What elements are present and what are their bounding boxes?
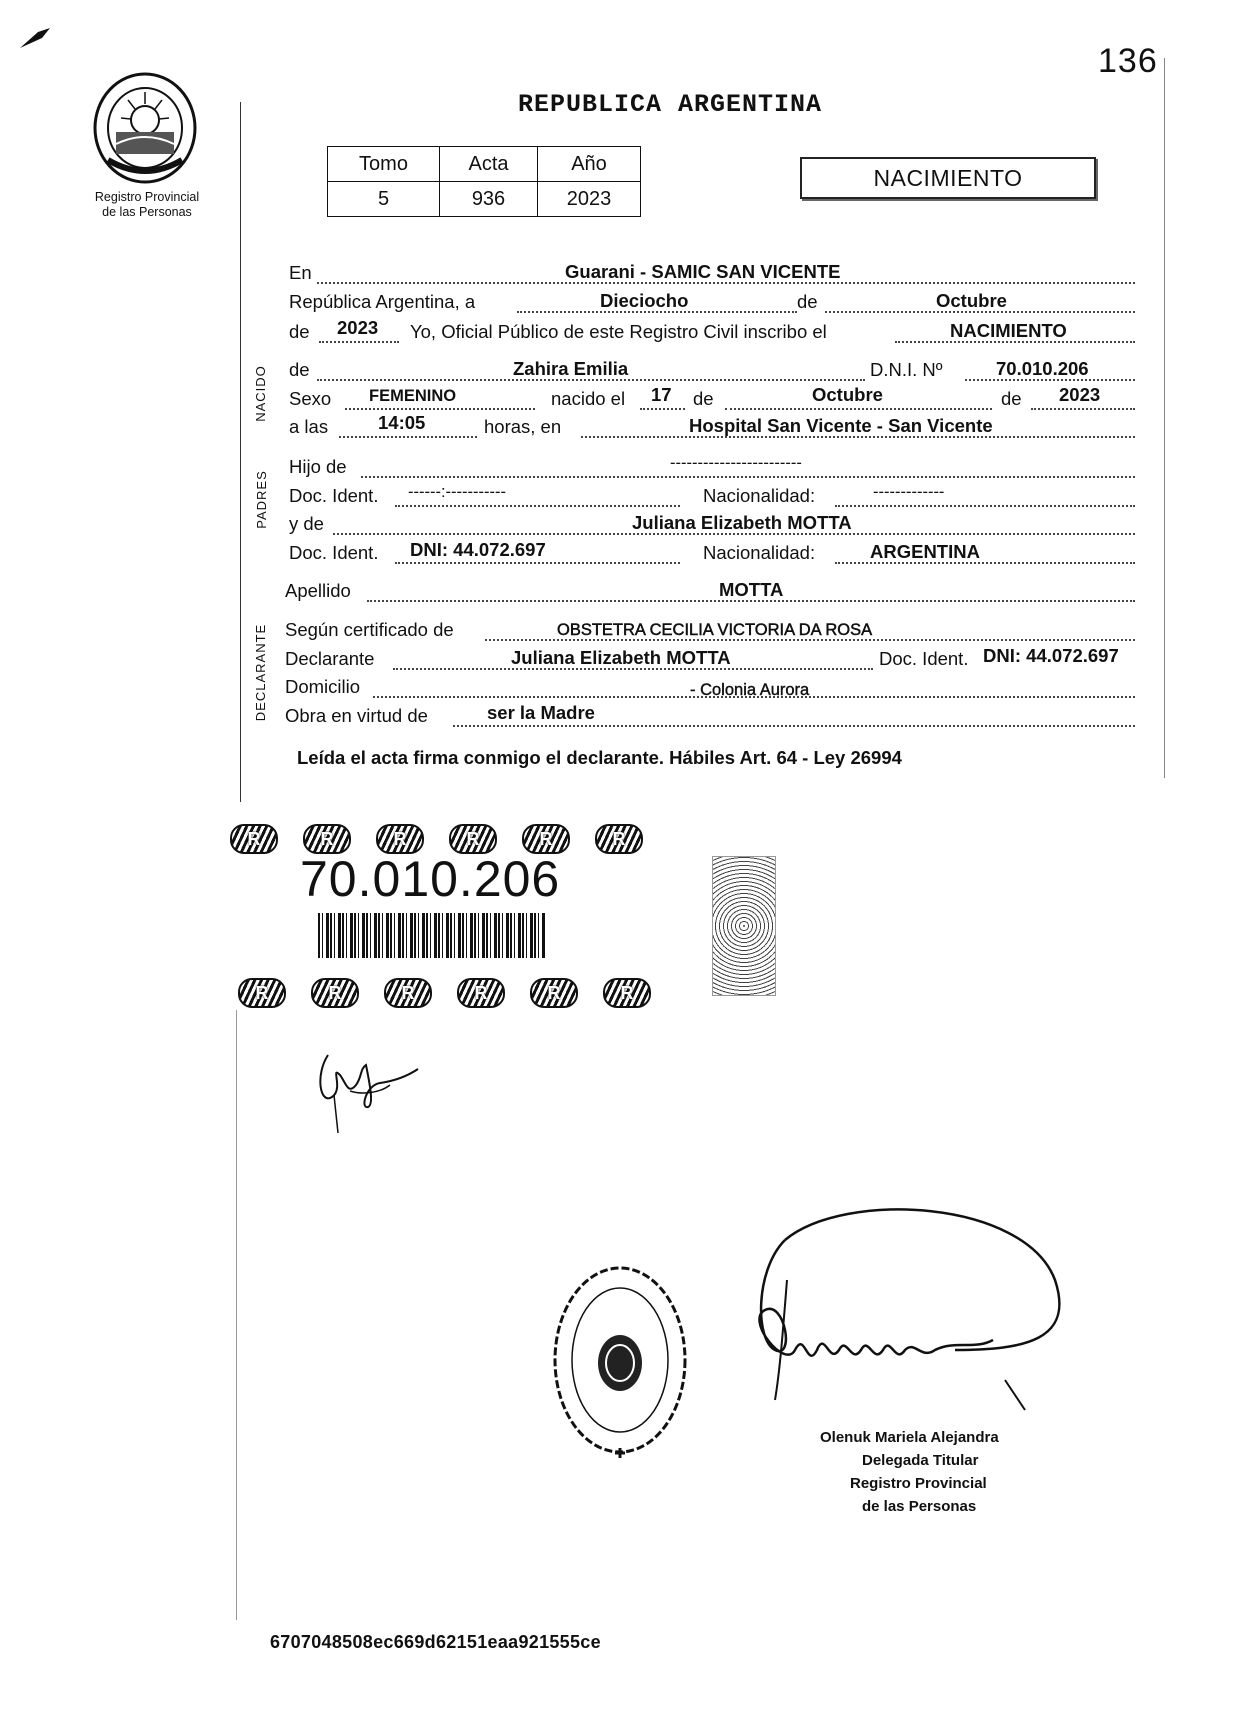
barcode [318, 913, 546, 958]
address: - Colonia Aurora [690, 681, 810, 699]
nacido-section-label: NACIDO [252, 365, 268, 422]
registration-day: Dieciocho [600, 290, 689, 311]
dotted-fill [395, 505, 680, 507]
birth-day: 17 [651, 384, 672, 405]
declarant-name: Juliana Elizabeth MOTTA [511, 647, 731, 668]
security-strip-bottom [238, 978, 678, 1010]
security-seal-icon [712, 856, 776, 996]
line-name [285, 356, 1140, 384]
nacido-label: nacido el [551, 388, 626, 409]
dotted-fill [345, 408, 535, 410]
declarant-doc-label: Doc. Ident. [879, 648, 969, 669]
dotted-fill [835, 505, 1135, 507]
anio-header: Año [538, 147, 641, 182]
dni-large-number: 70.010.206 [300, 851, 561, 907]
reference-table [327, 146, 641, 217]
page-number: 136 [1098, 42, 1158, 80]
closing-statement: Leída el acta firma conmigo el declarante. Hábiles Art. 64 - Ley 26994 [297, 747, 902, 768]
dotted-fill [395, 562, 680, 564]
oficial-text: Yo, Oficial Público de este Registro Civil inscribo el [410, 321, 827, 342]
declarant-signature [310, 1035, 430, 1135]
child-name: Zahira Emilia [513, 358, 629, 379]
country-title: REPUBLICA ARGENTINA [518, 90, 823, 119]
hijo-label: Hijo de [289, 456, 347, 477]
surname: MOTTA [719, 579, 784, 600]
birth-place: Hospital San Vicente - San Vicente [689, 415, 993, 436]
doc-ident-label: Doc. Ident. [289, 542, 379, 563]
registration-month: Octubre [936, 290, 1007, 311]
line-sex-birthdate [285, 385, 1140, 413]
a-las-label: a las [289, 416, 329, 437]
official-office-line-2: de las Personas [862, 1498, 977, 1515]
declarant-doc: DNI: 44.072.697 [983, 645, 1119, 666]
registro-mark-icon: R [303, 824, 351, 854]
child-sex: FEMENINO [369, 387, 457, 405]
left-margin-rule-lower [236, 1010, 237, 1620]
registro-mark-icon: R [449, 824, 497, 854]
nacionalidad-label: Nacionalidad: [703, 542, 816, 563]
de-label: de [289, 359, 310, 380]
registro-mark-icon: R [603, 978, 651, 1008]
mother-name: Juliana Elizabeth MOTTA [632, 512, 852, 533]
hospital-seal-icon [545, 1255, 695, 1470]
official-signature-block [820, 1426, 999, 1518]
registro-mark-icon: R [530, 978, 578, 1008]
emblem-caption-line-2: de las Personas [102, 205, 192, 219]
sexo-label: Sexo [289, 388, 332, 409]
de-label: de [797, 291, 818, 312]
line-father [285, 453, 1140, 481]
event-type: NACIMIENTO [950, 320, 1067, 341]
line-relation [285, 702, 1140, 730]
line-mother [285, 510, 1140, 538]
registro-mark-icon: R [457, 978, 505, 1008]
document-hash: 6707048508ec669d62151eaa921555ce [270, 1632, 601, 1652]
line-surname [285, 577, 1140, 605]
relation: ser la Madre [487, 702, 595, 723]
anio-value: 2023 [538, 182, 641, 217]
dni-label: D.N.I. Nº [870, 359, 943, 380]
line-father-doc [285, 482, 1140, 510]
de-label: de [1001, 388, 1022, 409]
dotted-fill [1031, 408, 1135, 410]
dotted-fill [725, 408, 992, 410]
registry-place: Guarani - SAMIC SAN VICENTE [565, 261, 841, 282]
de-label: de [693, 388, 714, 409]
acta-value: 936 [440, 182, 538, 217]
birth-month: Octubre [812, 384, 883, 405]
y-de-label: y de [289, 513, 324, 534]
certificado-label: Según certificado de [285, 619, 454, 640]
padres-section-label: PADRES [253, 470, 269, 529]
official-office-line-1: Registro Provincial [850, 1475, 987, 1492]
dotted-fill [319, 341, 399, 343]
mother-nationality: ARGENTINA [870, 541, 980, 562]
dotted-fill [339, 436, 477, 438]
doc-ident-label: Doc. Ident. [289, 485, 379, 506]
emblem-caption-line-1: Registro Provincial [94, 190, 200, 204]
dotted-fill [361, 476, 1135, 478]
tomo-value: 5 [328, 182, 440, 217]
line-date [285, 288, 1140, 316]
left-margin-rule [240, 102, 241, 802]
birth-year: 2023 [1059, 384, 1101, 405]
father-doc: ------:----------- [408, 483, 506, 501]
registro-mark-icon: R [238, 978, 286, 1008]
en-label: En [289, 262, 312, 283]
official-role: Delegada Titular [862, 1452, 979, 1469]
republica-label: República Argentina, a [289, 291, 476, 312]
registro-mark-icon: R [522, 824, 570, 854]
emblem-caption [72, 190, 222, 220]
official-signature [725, 1200, 1085, 1430]
line-place [285, 259, 1140, 287]
birth-time: 14:05 [378, 412, 426, 433]
domicilio-label: Domicilio [285, 676, 361, 697]
registro-mark-icon: R [384, 978, 432, 1008]
registro-mark-icon: R [230, 824, 278, 854]
obra-label: Obra en virtud de [285, 705, 428, 726]
line-declarant [285, 645, 1140, 673]
line-address [285, 673, 1140, 701]
nacionalidad-label: Nacionalidad: [703, 485, 816, 506]
father-nationality: ------------- [873, 483, 945, 501]
horas-label: horas, en [484, 416, 562, 437]
corner-mark [18, 22, 52, 52]
dotted-fill [453, 725, 1135, 727]
father-name: ------------------------ [670, 454, 802, 472]
line-mother-doc [285, 539, 1140, 567]
registro-mark-icon: R [376, 824, 424, 854]
official-name: Olenuk Mariela Alejandra [820, 1429, 999, 1446]
apellido-label: Apellido [285, 580, 351, 601]
registro-mark-icon: R [311, 978, 359, 1008]
acta-header: Acta [440, 147, 538, 182]
certificate-by: OBSTETRA CECILIA VICTORIA DA ROSA [557, 621, 873, 639]
child-dni: 70.010.206 [996, 358, 1089, 379]
tomo-header: Tomo [328, 147, 440, 182]
declarante-section-label: DECLARANTE [253, 623, 269, 722]
registro-mark-icon: R [595, 824, 643, 854]
line-certificate [285, 616, 1140, 644]
line-year [285, 318, 1140, 346]
registration-year: 2023 [337, 317, 379, 338]
line-time-place [285, 413, 1140, 441]
dotted-fill [640, 408, 685, 410]
misiones-emblem-icon [88, 70, 203, 188]
mother-doc: DNI: 44.072.697 [410, 539, 546, 560]
declarante-label: Declarante [285, 648, 375, 669]
right-margin-rule [1164, 58, 1165, 778]
record-type-box: NACIMIENTO [800, 157, 1096, 199]
de-label: de [289, 321, 310, 342]
